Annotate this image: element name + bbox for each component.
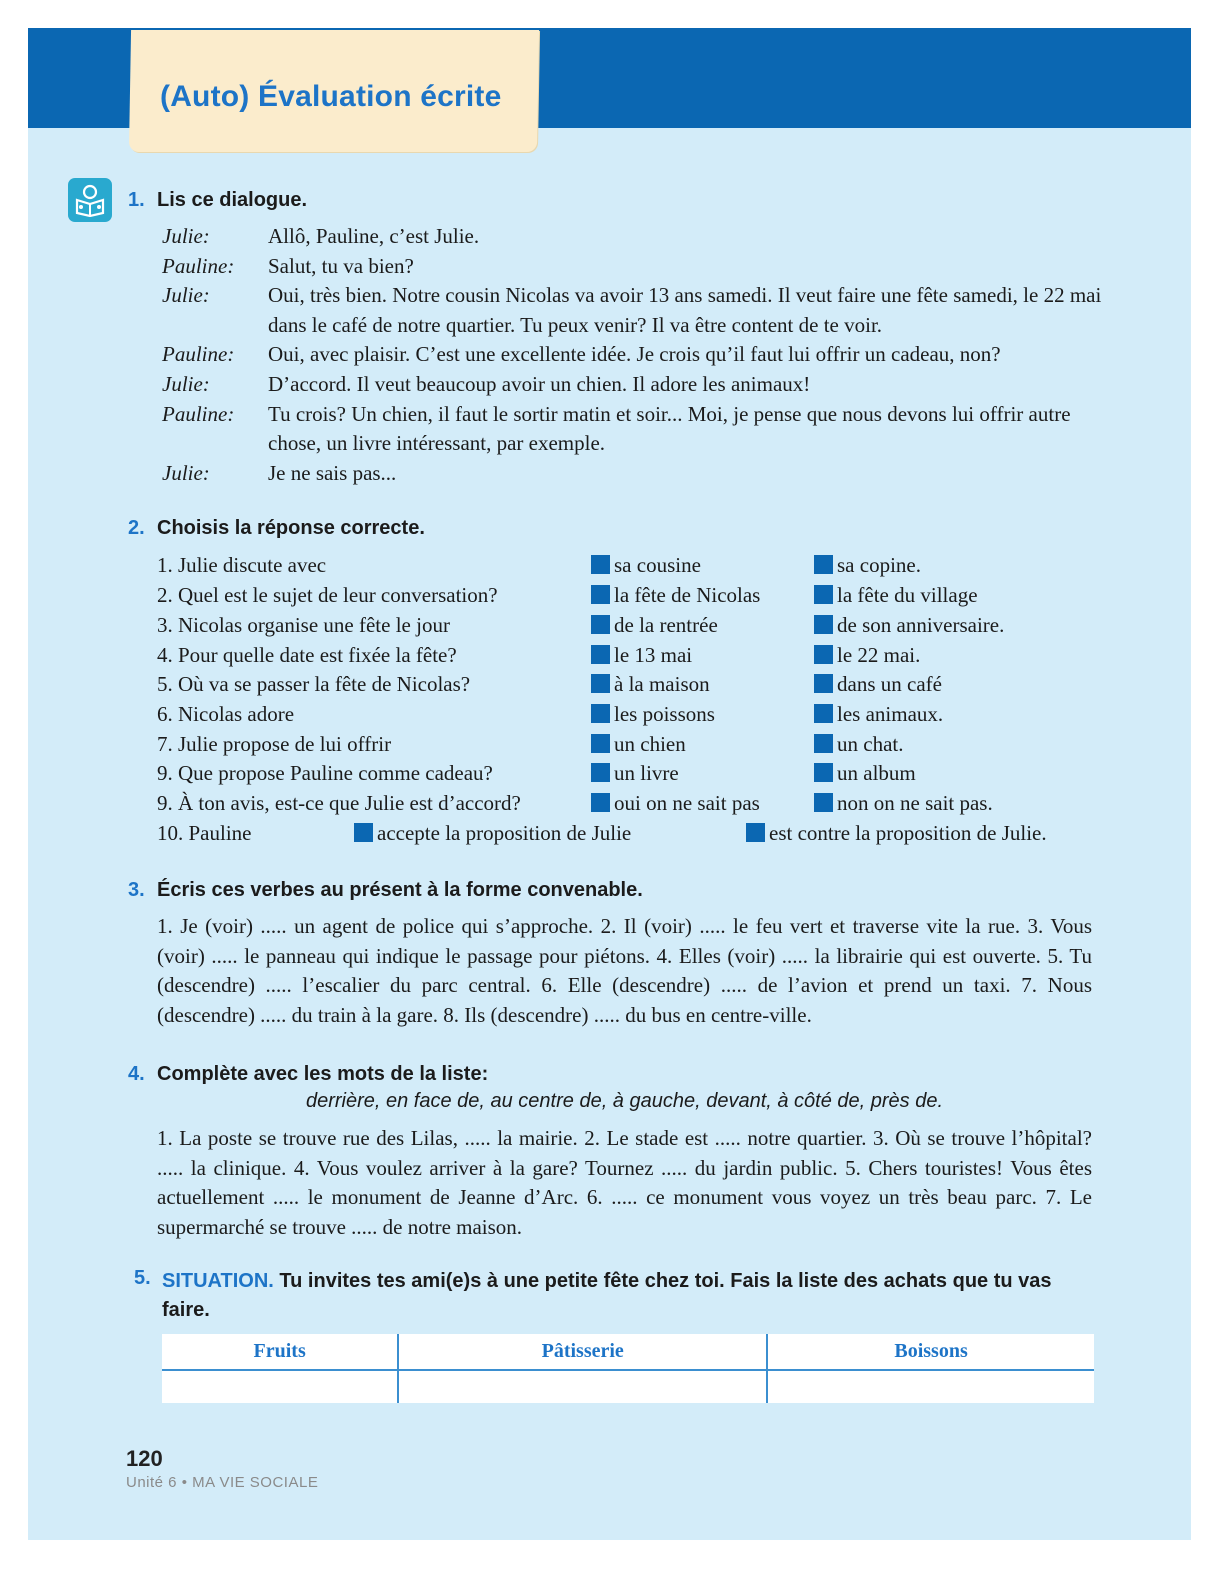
question: 5. Où va se passer la fête de Nicolas? <box>157 672 471 696</box>
question: 10. Pauline <box>157 821 252 845</box>
option-b[interactable]: est contre la proposition de Julie. <box>746 818 1047 848</box>
question: 7. Julie propose de lui offrir <box>157 732 392 756</box>
option-a[interactable]: la fête de Nicolas <box>591 580 760 610</box>
option-a[interactable]: les poissons <box>591 699 715 729</box>
exercise-3-text: 1. Je (voir) ..... un agent de police qui s’approche. 2. Il (voir) ..... le feu vert et traverse vite la rue. 3. Vous (voir) ..... le panneau qui indique le passage pour piétons. 4. Elles (voir) ..... la librairie qui est ouverte. 5. Tu (descendre) ..... l’escalier du parc central. 6. Elle (descendre) ..... de l’avion et prend un taxi. 7. Nous (descendre) ..... du train à la gare. 8. Ils (descendre) ..... du bus en centre-ville. <box>157 914 1092 1027</box>
section-4-number: 4. <box>128 1063 145 1085</box>
option-b[interactable]: les animaux. <box>814 699 943 729</box>
option-a[interactable]: oui on ne sait pas <box>591 788 760 818</box>
unit-footer: Unité 6 • MA VIE SOCIALE <box>126 1474 319 1491</box>
checkbox[interactable] <box>591 615 610 634</box>
exercise-4-text: 1. La poste se trouve rue des Lilas, ..... la mairie. 2. Le stade est ..... notre quartier. 3. Où se trouve l’hôpital? ..... la clinique. 4. Vous voulez arriver à la gare? Tournez ..... du jardin public. 5. Chers touristes! Vous êtes actuellement ..... le monument de Jeanne d’Arc. 6. ..... ce monument vous voyez un très beau parc. 7. Le supermarché se trouve ..... de notre maison. <box>157 1126 1092 1239</box>
question: 9. À ton avis, est-ce que Julie est d’accord? <box>157 791 521 815</box>
option-b[interactable]: la fête du village <box>814 580 978 610</box>
dialogue-line <box>162 400 1102 459</box>
option-b[interactable]: un album <box>814 758 916 788</box>
line-text: Oui, avec plaisir. C’est une excellente idée. Je crois qu’il faut lui offrir un cadeau, non? <box>268 342 1001 367</box>
situation-text: Tu invites tes ami(e)s à une petite fête chez toi. Fais la liste des achats que tu vas faire. <box>162 1270 1052 1321</box>
page-number: 120 <box>126 1446 163 1471</box>
checkbox[interactable] <box>814 704 833 723</box>
option-a[interactable]: le 13 mai <box>591 640 692 670</box>
checkbox[interactable] <box>591 763 610 782</box>
checkbox[interactable] <box>814 793 833 812</box>
section-2-number: 2. <box>128 517 145 539</box>
line-text: D’accord. Il veut beaucoup avoir un chien. Il adore les animaux! <box>268 371 811 396</box>
option-a[interactable]: un livre <box>591 758 679 788</box>
section-5-number: 5. <box>134 1267 151 1289</box>
fruits-cell[interactable] <box>162 1370 398 1403</box>
section-3-number: 3. <box>128 879 145 901</box>
speaker: Pauline: <box>162 401 235 426</box>
section-1-heading: Lis ce dialogue. <box>157 189 308 211</box>
speaker: Pauline: <box>162 253 235 278</box>
situation-label: SITUATION. <box>162 1270 274 1292</box>
checkbox[interactable] <box>814 555 833 574</box>
reading-icon <box>68 178 112 222</box>
line-text: Tu crois? Un chien, il faut le sortir matin et soir... Moi, je pense que nous devons lui offrir autre chose, un livre intéressant, par exemple. <box>268 401 1071 456</box>
dialogue-line <box>162 340 1102 370</box>
column-header-fruits: Fruits <box>162 1334 398 1370</box>
checkbox[interactable] <box>591 734 610 753</box>
column-header-patisserie: Pâtisserie <box>398 1334 767 1370</box>
dialogue <box>162 222 1102 488</box>
line-text: Allô, Pauline, c’est Julie. <box>268 224 480 248</box>
section-4-heading: Complète avec les mots de la liste: <box>157 1063 489 1085</box>
option-b[interactable]: non on ne sait pas. <box>814 788 993 818</box>
option-b[interactable]: sa copine. <box>814 550 921 580</box>
option-b[interactable]: le 22 mai. <box>814 640 920 670</box>
checkbox[interactable] <box>591 793 610 812</box>
checkbox[interactable] <box>591 645 610 664</box>
word-list: derrière, en face de, au centre de, à gauche, devant, à côté de, près de. <box>305 1090 944 1112</box>
question: 4. Pour quelle date est fixée la fête? <box>157 643 457 667</box>
dialogue-line <box>162 459 1102 489</box>
section-2-heading: Choisis la réponse correcte. <box>157 517 425 539</box>
checkbox[interactable] <box>814 734 833 753</box>
option-b[interactable]: un chat. <box>814 729 903 759</box>
speaker: Julie: <box>162 460 210 485</box>
dialogue-line <box>162 222 1102 252</box>
option-a[interactable]: un chien <box>591 729 686 759</box>
checkbox[interactable] <box>814 585 833 604</box>
boissons-cell[interactable] <box>767 1370 1094 1403</box>
checkbox[interactable] <box>591 674 610 693</box>
checkbox[interactable] <box>814 615 833 634</box>
question: 2. Quel est le sujet de leur conversation? <box>157 583 498 607</box>
dialogue-line <box>162 281 1102 340</box>
table-row <box>162 1370 1094 1403</box>
checkbox[interactable] <box>354 823 373 842</box>
option-b[interactable]: de son anniversaire. <box>814 610 1004 640</box>
speaker: Julie: <box>162 224 210 248</box>
line-text: Je ne sais pas... <box>268 460 397 485</box>
checkbox[interactable] <box>591 555 610 574</box>
checkbox[interactable] <box>814 763 833 782</box>
question: 9. Que propose Pauline comme cadeau? <box>157 761 493 785</box>
option-a[interactable]: de la rentrée <box>591 610 718 640</box>
section-3-heading: Écris ces verbes au présent à la forme convenable. <box>157 879 643 901</box>
dialogue-line <box>162 252 1102 282</box>
option-a[interactable]: à la maison <box>591 669 710 699</box>
checkbox[interactable] <box>746 823 765 842</box>
checkbox[interactable] <box>591 704 610 723</box>
checkbox[interactable] <box>591 585 610 604</box>
patisserie-cell[interactable] <box>398 1370 767 1403</box>
page-title: (Auto) Évaluation écrite <box>160 80 502 113</box>
checkbox[interactable] <box>814 645 833 664</box>
option-a[interactable]: sa cousine <box>591 550 701 580</box>
line-text: Oui, très bien. Notre cousin Nicolas va avoir 13 ans samedi. Il veut faire une fête samedi, le 22 mai dans le café de notre quartier. Tu peux venir? Il va être content de te voir. <box>268 283 1102 337</box>
option-a[interactable]: accepte la proposition de Julie <box>354 818 631 848</box>
speaker: Pauline: <box>162 342 235 367</box>
section-5-heading <box>162 1267 1097 1325</box>
question: 1. Julie discute avec <box>157 553 327 577</box>
line-text: Salut, tu va bien? <box>268 253 414 278</box>
speaker: Julie: <box>162 371 210 396</box>
question: 3. Nicolas organise une fête le jour <box>157 613 450 637</box>
checkbox[interactable] <box>814 674 833 693</box>
option-b[interactable]: dans un café <box>814 669 942 699</box>
section-1-number: 1. <box>128 189 145 211</box>
speaker: Julie: <box>162 283 210 308</box>
shopping-list-table <box>162 1334 1094 1403</box>
dialogue-line <box>162 370 1102 400</box>
question: 6. Nicolas adore <box>157 702 295 726</box>
column-header-boissons: Boissons <box>767 1334 1094 1370</box>
